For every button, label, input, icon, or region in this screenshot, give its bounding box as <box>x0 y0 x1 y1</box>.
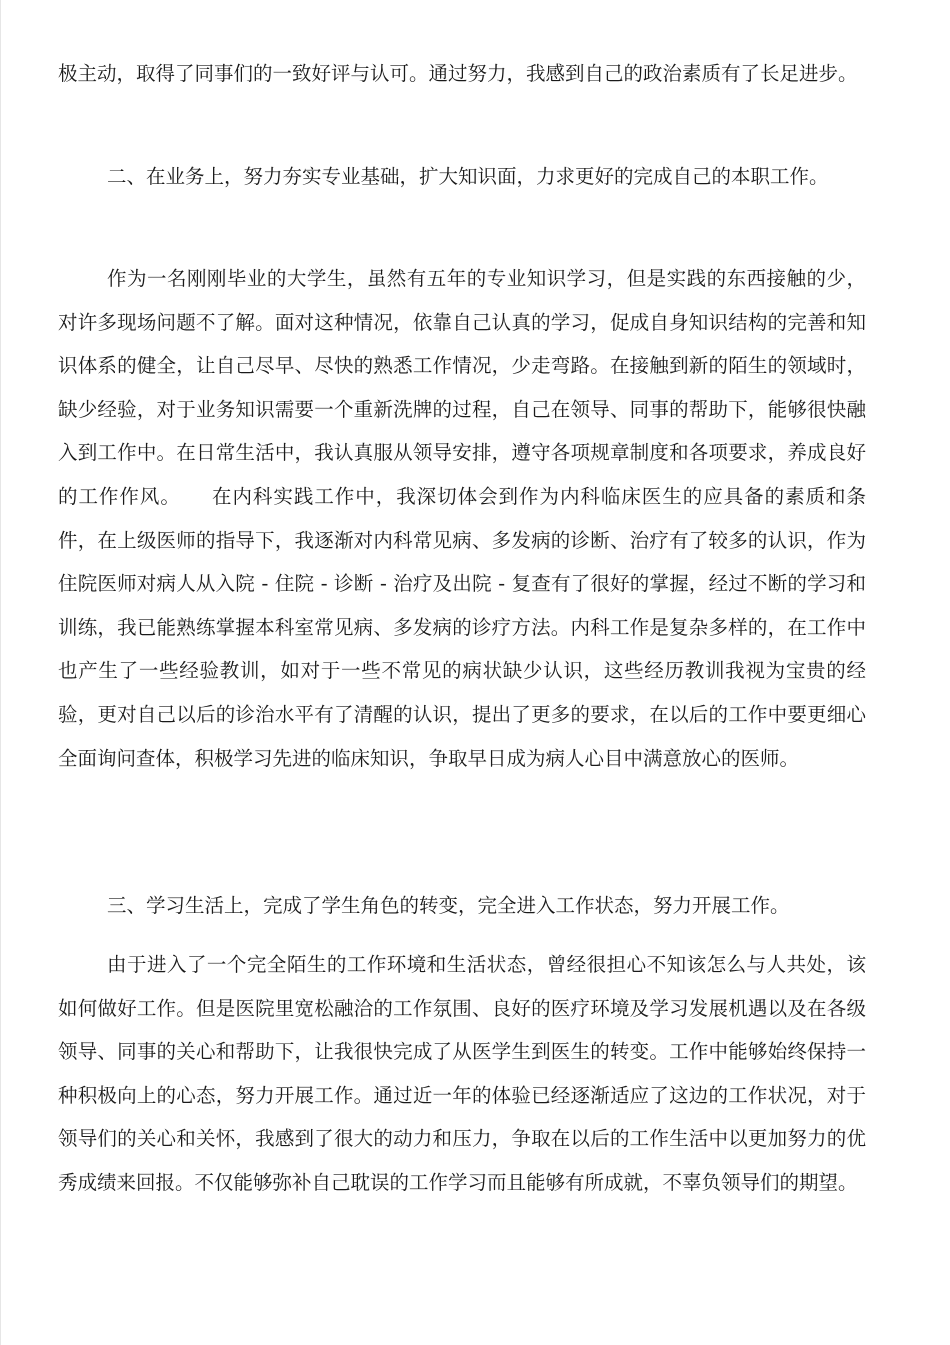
section-heading-business: 二、在业务上，努力夯实专业基础，扩大知识面，力求更好的完成自己的本职工作。 <box>107 165 829 188</box>
section-heading-study-life: 三、学习生活上，完成了学生角色的转变，完全进入工作状态，努力开展工作。 <box>107 894 790 917</box>
paragraph-study-body: 由于进入了一个完全陌生的工作环境和生活状态，曾经很担心不知该怎么与人共处，该如何做好工作。但是医院里宽松融洽的工作氛围、良好的医疗环境及学习发展机遇以及在各级领导、同事的关心和帮助下，让我很快完成了从医学生到医生的转变。工作中能够始终保持一种积极向上的心态，努力开展工作。通过近一年的体验已经逐渐适应了这边的工作状况，对于领导们的关心和关怀，我感到了很大的动力和压力，争取在以后的工作生活中以更加努力的优秀成绩来回报。不仅能够弥补自己耽误的工作学习而且能够有所成就，不辜负领导们的期望。 <box>58 953 866 1194</box>
paragraph-continued: 极主动，取得了同事们的一致好评与认可。通过努力，我感到自己的政治素质有了长足进步。 <box>58 62 858 85</box>
paragraph-business-body: 作为一名刚刚毕业的大学生，虽然有五年的专业知识学习，但是实践的东西接触的少，对许多现场问题不了解。面对这种情况，依靠自己认真的学习，促成自身知识结构的完善和知识体系的健全，让自己尽早、尽快的熟悉工作情况，少走弯路。在接触到新的陌生的领域时，缺少经验，对于业务知识需要一个重新洗牌的过程，自己在领导、同事的帮助下，能够很快融入到工作中。在日常生活中，我认真服从领导安排，遵守各项规章制度和各项要求，养成良好的工作作风。 在内科实践工作中，我深切体会到作为内科临床医生的应具备的素质和条件，在上级医师的指导下，我逐渐对内科常见病、多发病的诊断、治疗有了较多的认识，作为住院医师对病人从入院 - 住院 - 诊断 - 治疗及出院 - 复查有了很好的掌握，经过不断的学习和训练，我已能熟练掌握本科室常见病、多发病的诊疗方法。内科工作是复杂多样的，在工作中也产生了一些经验教训，如对于一些不常见的病状缺少认识，这些经历教训我视为宝贵的经验，更对自己以后的诊治水平有了清醒的认识，提出了更多的要求，在以后的工作中要更细心全面询问查体，积极学习先进的临床知识，争取早日成为病人心目中满意放心的医师。 <box>58 267 866 770</box>
